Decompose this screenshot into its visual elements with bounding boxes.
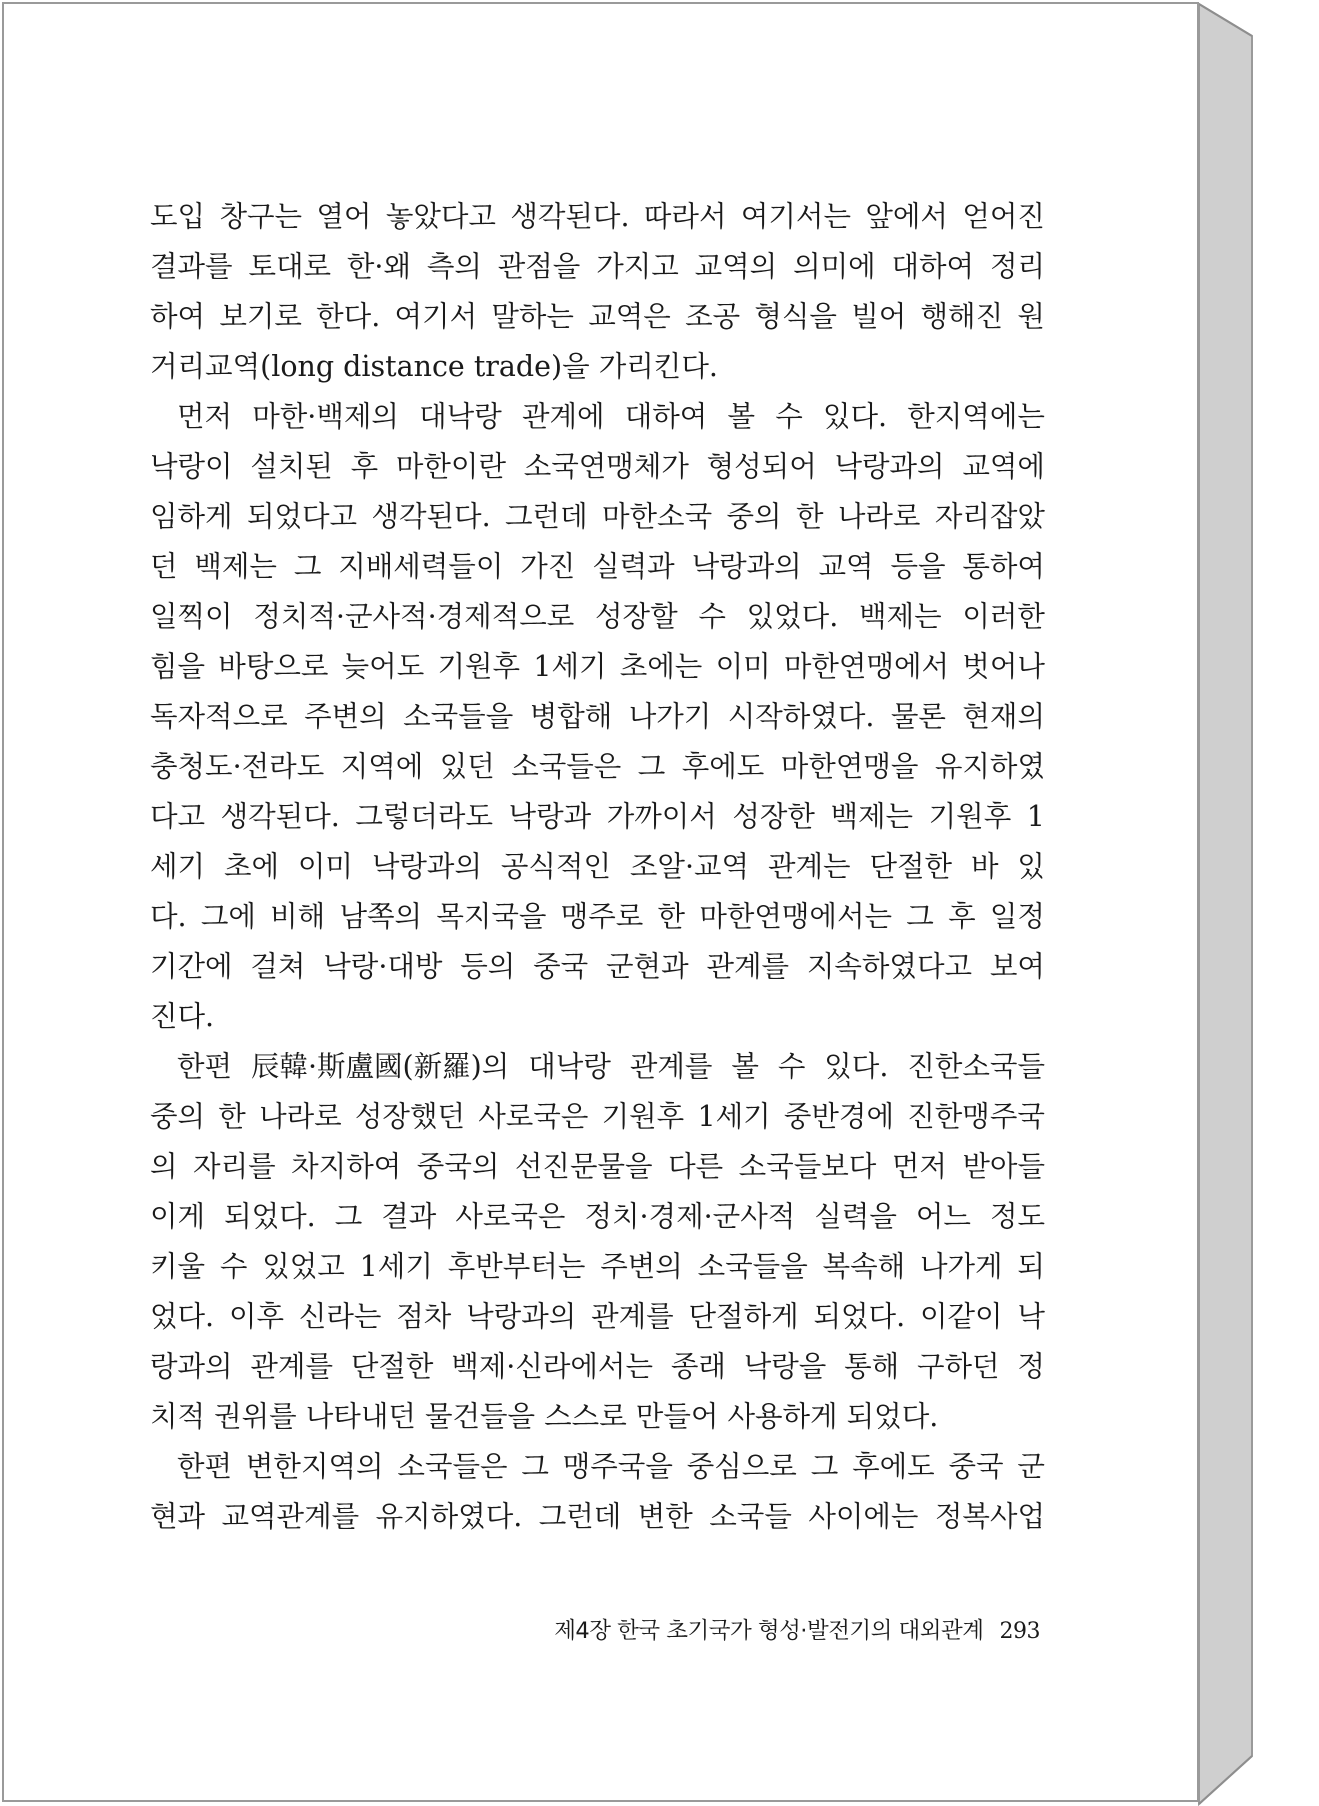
word: 의미에: [793, 250, 876, 283]
text-line: [150, 792, 1045, 842]
word: 소국들을: [403, 700, 514, 733]
text-line: [150, 1442, 1045, 1492]
word: 가지고: [596, 250, 679, 283]
text-line: [150, 492, 1045, 542]
word: 진한소국들: [907, 1050, 1045, 1083]
word: 후에도: [681, 750, 765, 783]
word: 후반부터는: [447, 1250, 586, 1283]
text-line: [150, 292, 1045, 342]
word: 조공: [685, 300, 741, 333]
word: 나라로: [837, 500, 921, 533]
word: 말하는: [491, 300, 574, 333]
text-line: [150, 1192, 1045, 1242]
word: 토대로: [248, 250, 332, 283]
word: 관계를: [706, 950, 790, 983]
word: 있었다.: [746, 600, 839, 633]
text-line: [150, 442, 1045, 492]
word: 백제는: [859, 600, 942, 633]
word: 볼: [727, 400, 756, 433]
word: 나가기: [628, 700, 712, 733]
word: 관계를: [591, 1300, 674, 1333]
word: 한·왜: [346, 250, 411, 283]
word: 낙랑·대방: [323, 950, 443, 983]
word: 걸쳐: [250, 950, 306, 983]
word: 되었다.: [224, 1200, 316, 1233]
word: 정: [1017, 1350, 1045, 1383]
text-line: [150, 192, 1045, 242]
word: 지배세력들이: [338, 550, 504, 583]
word: 되: [1017, 1250, 1045, 1283]
word: 1세기: [533, 650, 607, 683]
word: 수: [775, 400, 803, 433]
word: 단절하게: [688, 1300, 799, 1333]
text-line: [150, 1342, 1045, 1392]
word: 측의: [426, 250, 482, 283]
word: 관계를: [250, 1350, 333, 1383]
word: 그: [637, 750, 666, 783]
word: 관계는: [767, 850, 851, 883]
word: 그: [293, 550, 322, 583]
word: 여기서는: [740, 200, 851, 233]
word: 그: [810, 1450, 839, 1483]
word: 변한지역의: [245, 1450, 384, 1483]
text-line: [150, 892, 1045, 942]
word: 소국들: [709, 1500, 792, 1533]
word: 대하여: [891, 250, 975, 283]
word: 형식을: [754, 300, 837, 333]
word: 한: [218, 1100, 246, 1133]
word: 키울: [150, 1250, 206, 1283]
text-line: [150, 592, 1045, 642]
word: 구하던: [916, 1350, 1000, 1383]
word: 먼저: [177, 400, 233, 433]
word: 초에: [223, 850, 280, 883]
word: 유지하였: [934, 750, 1045, 783]
word: 다.: [150, 900, 187, 933]
text-line: [150, 642, 1045, 692]
word: 낙랑이: [150, 450, 233, 483]
text-line: [150, 742, 1045, 792]
word: 바탕으로: [218, 650, 329, 683]
word: 대낙랑: [528, 1050, 611, 1083]
word: 있었고: [262, 1250, 345, 1283]
word: 유지하였다.: [375, 1500, 523, 1533]
word: 비해: [270, 900, 326, 933]
word: 남쪽의: [339, 900, 423, 933]
word: 통하여: [962, 550, 1045, 583]
word: 후에도: [852, 1450, 935, 1483]
word: 중심으로: [686, 1450, 797, 1483]
text-line-content: 치적 권위를 나타내던 물건들을 스스로 만들어 사용하게 되었다.: [150, 1400, 939, 1433]
text-line: [150, 1392, 1045, 1442]
word: 생각된다.: [510, 200, 630, 233]
word: 성장할: [595, 600, 678, 633]
word: 충청도·전라도: [150, 750, 325, 783]
word: 현재의: [962, 700, 1045, 733]
page-stack-fold-bottom: [1199, 1756, 1252, 1804]
word: 그런데: [505, 500, 588, 533]
word: 맹주로: [560, 900, 644, 933]
word: 받아들: [962, 1150, 1045, 1183]
word: 있던: [439, 750, 495, 783]
word: 결과: [381, 1200, 437, 1233]
word: 중국의: [416, 1150, 500, 1183]
text-line: [150, 692, 1045, 742]
word: 하여: [150, 300, 206, 333]
word: 지역에: [340, 750, 424, 783]
word: 한다.: [316, 300, 381, 333]
word: 대낙랑: [419, 400, 502, 433]
word: 힘을: [150, 650, 206, 683]
word: 그: [334, 1200, 363, 1233]
word: 점차: [396, 1300, 452, 1333]
word: 소국들은: [397, 1450, 508, 1483]
text-line: [150, 1492, 1045, 1542]
word: 앞에서: [865, 200, 948, 233]
word: 등의: [460, 950, 516, 983]
word: 자리를: [193, 1150, 276, 1183]
word: 맹주국을: [562, 1450, 673, 1483]
word: 공식적인: [500, 850, 611, 883]
word: 신라는: [298, 1300, 382, 1333]
word: 어느: [915, 1200, 971, 1233]
word: 후: [948, 900, 976, 933]
word: 낙랑과: [508, 800, 592, 833]
word: 낙랑과의: [371, 850, 482, 883]
text-line: [150, 942, 1045, 992]
page-stack-side: [1199, 4, 1252, 1804]
text-line: [150, 542, 1045, 592]
word: 이같이: [919, 1300, 1003, 1333]
word: 보여: [989, 950, 1045, 983]
word: 벗어나: [962, 650, 1045, 683]
word: 실력을: [814, 1200, 897, 1233]
word: 일찍이: [150, 600, 233, 633]
word: 설치된: [250, 450, 333, 483]
word: 형성되어: [706, 450, 817, 483]
word: 던: [150, 550, 178, 583]
word: 관계를: [629, 1050, 713, 1083]
word: 정리: [989, 250, 1045, 283]
text-line: [150, 1092, 1045, 1142]
word: 복속해: [822, 1250, 906, 1283]
word: 그에: [200, 900, 256, 933]
body-text: [150, 192, 1045, 1542]
word: 가진: [520, 550, 576, 583]
word: 다른: [668, 1150, 724, 1183]
word: 이후: [228, 1300, 285, 1333]
word: 기원후: [437, 650, 521, 683]
word: 1: [1026, 800, 1045, 833]
word: 생각된다.: [371, 500, 491, 533]
word: 백제·신라에서는: [451, 1350, 653, 1383]
word: 백제는: [194, 550, 277, 583]
word: 도입: [150, 200, 206, 233]
word: 따라서: [643, 200, 727, 233]
text-line: [150, 1292, 1045, 1342]
word: 중국: [533, 950, 589, 983]
text-line-content: 진다.: [150, 1000, 215, 1033]
word: 그: [521, 1450, 549, 1483]
word: 백제는: [830, 800, 914, 833]
word: 차지하여: [291, 1150, 402, 1183]
page-stack-fold-top: [1199, 4, 1252, 36]
word: 볼: [731, 1050, 759, 1083]
word: 사로국은: [478, 1100, 589, 1133]
word: 마한·백제의: [252, 400, 399, 433]
word: 소국들보다: [738, 1150, 877, 1183]
word: 마한소국: [602, 500, 713, 533]
word: 행해진: [920, 300, 1004, 333]
word: 辰韓·斯盧國(新羅)의: [251, 1050, 510, 1083]
word: 있다.: [824, 1050, 889, 1083]
word: 지속하였다고: [806, 950, 973, 983]
word: 나라로: [259, 1100, 342, 1133]
word: 먼저: [891, 1150, 947, 1183]
word: 교역의: [694, 250, 778, 283]
word: 가까이서: [606, 800, 717, 833]
word: 단절한: [869, 850, 953, 883]
text-line: [150, 1042, 1045, 1092]
word: 낙랑과의: [691, 550, 802, 583]
word: 결과를: [150, 250, 233, 283]
word: 군: [1017, 1450, 1045, 1483]
word: 한지역에는: [907, 400, 1045, 433]
text-line: [150, 992, 1045, 1042]
word: 선진문물을: [514, 1150, 653, 1183]
word: 임하게: [150, 500, 233, 533]
page-number: 293: [999, 1619, 1040, 1644]
word: 여기서: [394, 300, 478, 333]
word: 한편: [177, 1050, 233, 1083]
word: 교역관계를: [221, 1500, 360, 1533]
word: 군현과: [606, 950, 689, 983]
word: 되었다.: [813, 1300, 906, 1333]
word: 1세기: [359, 1250, 433, 1283]
running-footer: [150, 1613, 1040, 1645]
word: 현과: [150, 1500, 206, 1533]
word: 한: [657, 900, 686, 933]
word: 자리잡았: [934, 500, 1045, 533]
word: 1세기: [697, 1100, 771, 1133]
text-line: [150, 342, 1045, 392]
word: 있: [1017, 850, 1045, 883]
word: 마한연맹을: [780, 750, 919, 783]
word: 있다.: [822, 400, 888, 433]
word: 조알·교역: [629, 850, 750, 883]
word: 성장한: [732, 800, 815, 833]
word: 놓았다고: [385, 200, 496, 233]
word: 수: [777, 1050, 806, 1083]
word: 정치적·군사적·경제적으로: [253, 600, 575, 633]
text-line: [150, 1142, 1045, 1192]
word: 그: [906, 900, 934, 933]
word: 이미: [297, 850, 353, 883]
word: 실력과: [592, 550, 675, 583]
word: 교역은: [588, 300, 671, 333]
word: 얻어진: [962, 200, 1045, 233]
word: 수: [698, 600, 726, 633]
word: 주변의: [600, 1250, 683, 1283]
word: 늦어도: [341, 650, 425, 683]
word: 시작하였다.: [727, 700, 875, 733]
word: 원: [1017, 300, 1045, 333]
word: 기간에: [150, 950, 233, 983]
word: 이게: [150, 1200, 206, 1233]
word: 기원후: [601, 1100, 685, 1133]
text-line: [150, 842, 1045, 892]
word: 성장했던: [354, 1100, 466, 1133]
word: 낙랑과의: [466, 1300, 577, 1333]
word: 었다.: [150, 1300, 215, 1333]
word: 중의: [150, 1100, 206, 1133]
word: 중의: [726, 500, 782, 533]
word: 열어: [316, 200, 372, 233]
word: 이미: [715, 650, 771, 683]
word: 통해: [844, 1350, 900, 1383]
word: 이러한: [962, 600, 1045, 633]
chapter-title: 제4장 한국 초기국가 형성·발전기의 대외관계: [554, 1618, 984, 1644]
word: 변한: [637, 1500, 693, 1533]
word: 관점을: [497, 250, 581, 283]
word: 마한이란: [395, 450, 506, 483]
word: 창구는: [219, 200, 303, 233]
word: 교역: [818, 550, 874, 583]
word: 기원후: [928, 800, 1012, 833]
word: 대하여: [624, 400, 708, 433]
word: 수: [219, 1250, 248, 1283]
word: 주변의: [304, 700, 387, 733]
text-line: [150, 1242, 1045, 1292]
word: 나가게: [919, 1250, 1003, 1283]
word: 낙: [1017, 1300, 1045, 1333]
word: 생각된다.: [220, 800, 340, 833]
word: 낙랑을: [743, 1350, 827, 1383]
word: 초에는: [619, 650, 703, 683]
text-line-content: 거리교역(long distance trade)을 가리킨다.: [150, 350, 718, 383]
word: 세기: [150, 850, 206, 883]
word: 마한연맹에서는: [699, 900, 893, 933]
word: 관계에: [521, 400, 605, 433]
word: 독자적으로: [150, 700, 288, 733]
word: 일정: [989, 900, 1045, 933]
word: 낙랑과의: [834, 450, 945, 483]
word: 종래: [670, 1350, 726, 1383]
word: 중국: [948, 1450, 1004, 1483]
word: 정복사업: [934, 1500, 1045, 1533]
word: 교역에: [962, 450, 1045, 483]
word: 바: [970, 850, 999, 883]
text-line: [150, 392, 1045, 442]
word: 단절한: [350, 1350, 434, 1383]
word: 등을: [890, 550, 946, 583]
word: 다고: [150, 800, 206, 833]
word: 물론: [890, 700, 946, 733]
word: 사이에는: [808, 1500, 919, 1533]
word: 후: [350, 450, 379, 483]
word: 빌어: [851, 300, 907, 333]
word: 소국연맹체가: [523, 450, 689, 483]
word: 그렇더라도: [355, 800, 493, 833]
word: 정도: [989, 1200, 1045, 1233]
word: 마한연맹에서: [783, 650, 950, 683]
word: 정치·경제·군사적: [584, 1200, 796, 1233]
word: 중반경에: [783, 1100, 894, 1133]
word: 사로국은: [455, 1200, 566, 1233]
word: 한편: [177, 1450, 233, 1483]
word: 그런데: [538, 1500, 622, 1533]
word: 진한맹주국: [907, 1100, 1045, 1133]
word: 되었다고: [246, 500, 358, 533]
word: 랑과의: [150, 1350, 233, 1383]
word: 소국들을: [697, 1250, 808, 1283]
word: 한: [795, 500, 824, 533]
word: 병합해: [529, 700, 613, 733]
word: 보기로: [219, 300, 302, 333]
word: 의: [150, 1150, 178, 1183]
word: 목지국을: [436, 900, 547, 933]
text-line: [150, 242, 1045, 292]
word: 소국들은: [511, 750, 622, 783]
